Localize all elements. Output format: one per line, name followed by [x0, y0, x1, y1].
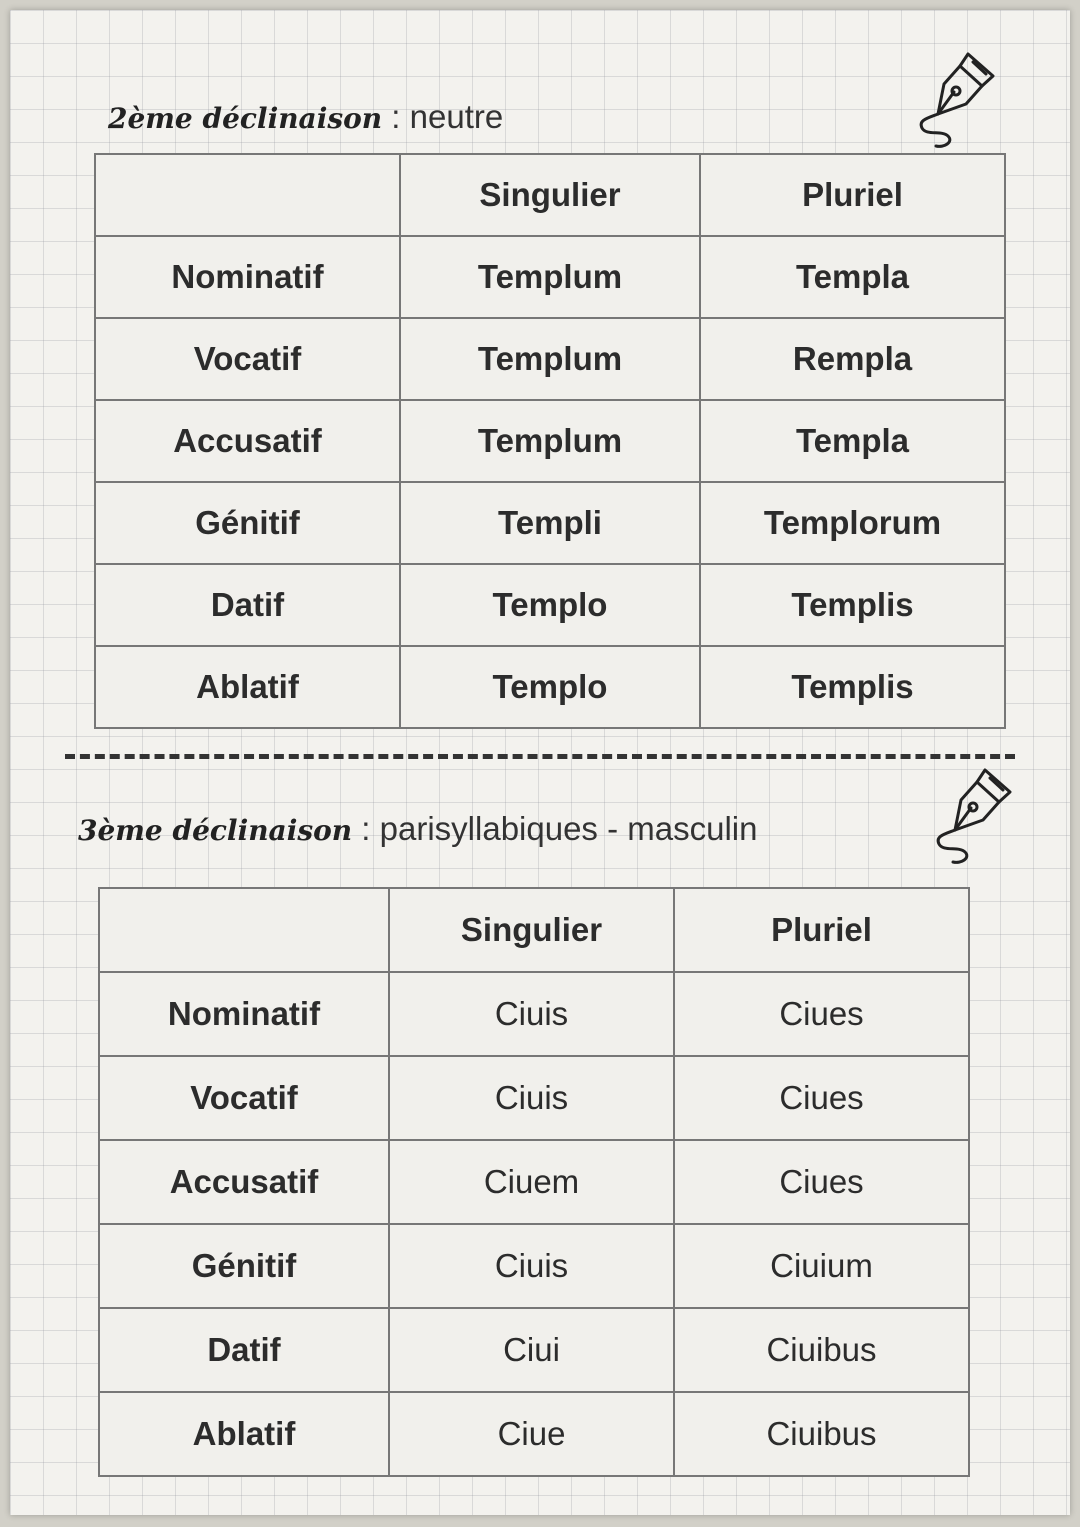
plural-form: Rempla [700, 318, 1005, 400]
fountain-pen-icon [925, 762, 1020, 867]
case-label: Génitif [99, 1224, 389, 1308]
header-empty-cell [99, 888, 389, 972]
singular-form: Templo [400, 564, 700, 646]
table-header-row [99, 888, 969, 972]
plural-form: Ciues [674, 1056, 969, 1140]
table-row [95, 400, 1005, 482]
header-empty-cell [95, 154, 400, 236]
header-pluriel: Pluriel [700, 154, 1005, 236]
table-row [95, 318, 1005, 400]
table-row [99, 1392, 969, 1476]
singular-form: Templum [400, 318, 700, 400]
case-label: Vocatif [95, 318, 400, 400]
case-label: Accusatif [95, 400, 400, 482]
singular-form: Ciui [389, 1308, 674, 1392]
singular-form: Templo [400, 646, 700, 728]
header-singulier: Singulier [400, 154, 700, 236]
singular-form: Templi [400, 482, 700, 564]
table-row [95, 482, 1005, 564]
table-row [99, 1056, 969, 1140]
case-label: Génitif [95, 482, 400, 564]
section-title-3rd-declension [78, 810, 757, 848]
section-title-rest: : parisyllabiques - masculin [352, 810, 758, 847]
singular-form: Ciuis [389, 1224, 674, 1308]
section-title-2nd-declension [108, 98, 503, 136]
header-singulier: Singulier [389, 888, 674, 972]
table-row [99, 1224, 969, 1308]
case-label: Ablatif [95, 646, 400, 728]
table-row [99, 1308, 969, 1392]
table-row [99, 972, 969, 1056]
singular-form: Ciuis [389, 972, 674, 1056]
singular-form: Ciuem [389, 1140, 674, 1224]
singular-form: Templum [400, 400, 700, 482]
declension-table-3rd-masculine [98, 887, 970, 1477]
notebook-page [10, 10, 1070, 1515]
plural-form: Templa [700, 236, 1005, 318]
singular-form: Ciue [389, 1392, 674, 1476]
plural-form: Ciuium [674, 1224, 969, 1308]
table-row [95, 564, 1005, 646]
case-label: Datif [99, 1308, 389, 1392]
table-header-row [95, 154, 1005, 236]
case-label: Accusatif [99, 1140, 389, 1224]
plural-form: Templis [700, 646, 1005, 728]
table-row [95, 236, 1005, 318]
plural-form: Templorum [700, 482, 1005, 564]
case-label: Datif [95, 564, 400, 646]
case-label: Vocatif [99, 1056, 389, 1140]
plural-form: Ciues [674, 972, 969, 1056]
table-row [95, 646, 1005, 728]
plural-form: Ciuibus [674, 1308, 969, 1392]
section-divider [65, 754, 1015, 759]
table-row [99, 1140, 969, 1224]
case-label: Ablatif [99, 1392, 389, 1476]
plural-form: Ciuibus [674, 1392, 969, 1476]
section-title-script: 2ème déclinaison [108, 102, 383, 135]
section-title-rest: : neutre [382, 98, 504, 135]
fountain-pen-icon [908, 46, 1003, 151]
case-label: Nominatif [95, 236, 400, 318]
header-pluriel: Pluriel [674, 888, 969, 972]
plural-form: Templis [700, 564, 1005, 646]
plural-form: Ciues [674, 1140, 969, 1224]
case-label: Nominatif [99, 972, 389, 1056]
declension-table-2nd-neuter [94, 153, 1006, 729]
plural-form: Templa [700, 400, 1005, 482]
section-title-script: 3ème déclinaison [78, 814, 353, 847]
singular-form: Ciuis [389, 1056, 674, 1140]
singular-form: Templum [400, 236, 700, 318]
